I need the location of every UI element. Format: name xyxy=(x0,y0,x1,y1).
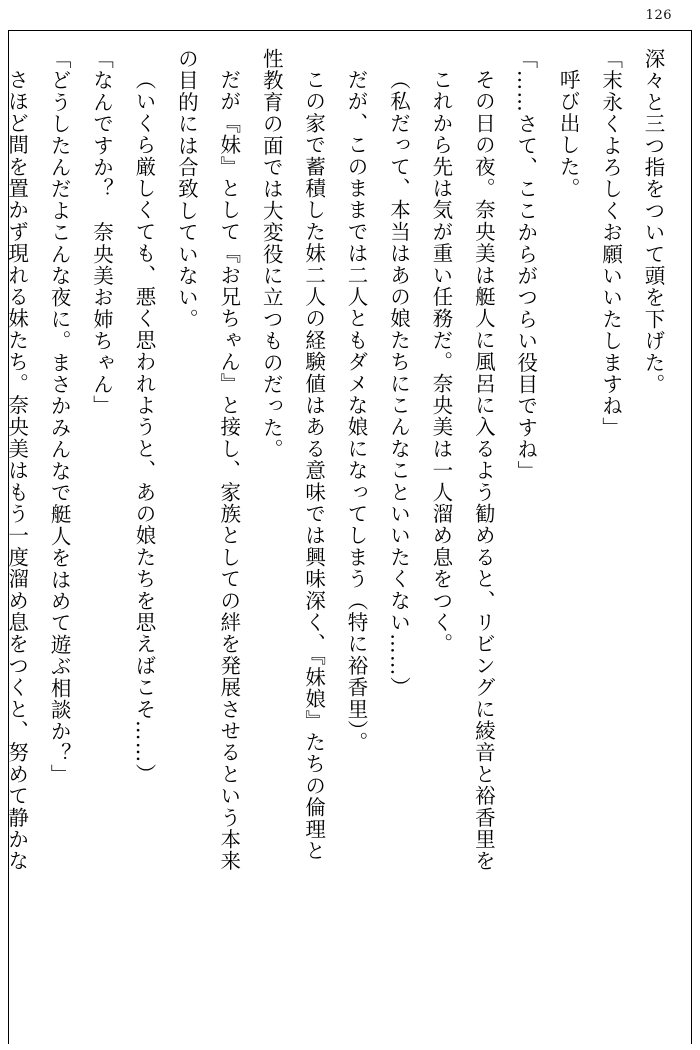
paragraph: （いくら厳しくても、悪く思われようと、あの娘たちを思えばこそ……） xyxy=(131,68,156,785)
paragraph: 性教育の面では大変役に立つものだった。 xyxy=(259,48,284,461)
paragraph: その日の夜。奈央美は艇人に風呂に入るよう勧めると、リビングに綾音と裕香里を xyxy=(471,68,496,872)
page-text-body xyxy=(4,48,674,1008)
paragraph: の目的には合致していない。 xyxy=(174,48,199,331)
paragraph: だが、このままでは二人ともダメな娘になってしまう（特に裕香里）。 xyxy=(344,68,369,753)
paragraph: 深々と三つ指をついて頭を下げた。 xyxy=(641,48,665,396)
header-rule xyxy=(8,30,692,31)
paragraph: だが『妹』として『お兄ちゃん』と接し、家族としての絆を発展させるという本来 xyxy=(216,68,241,872)
paragraph: 「どうしたんだよこんな夜に。まさかみんなで艇人をはめて遊ぶ相談か？」 xyxy=(47,48,72,786)
paragraph: 「なんですか？ 奈央美お姉ちゃん」 xyxy=(89,48,114,417)
page-number: 126 xyxy=(645,8,672,23)
page-frame-right xyxy=(691,30,692,1044)
paragraph: これから先は気が重い任務だ。奈央美は一人溜め息をつく。 xyxy=(428,68,453,655)
paragraph: （私だって、本当はあの娘たちにこんなこといいたくない……） xyxy=(386,68,411,698)
paragraph: この家で蓄積した妹二人の経験値はある意味では興味深く、『妹娘』たちの倫理と xyxy=(301,68,326,862)
paragraph: 「……さて、ここからがつらい役目ですね」 xyxy=(513,48,538,482)
paragraph: 「末永くよろしくお願いいたしますね」 xyxy=(598,48,623,439)
paragraph: 呼び出した。 xyxy=(556,68,581,199)
paragraph: さほど間を置かず現れる妹たち。奈央美はもう一度溜め息をつくと、努めて静かな xyxy=(4,68,29,872)
